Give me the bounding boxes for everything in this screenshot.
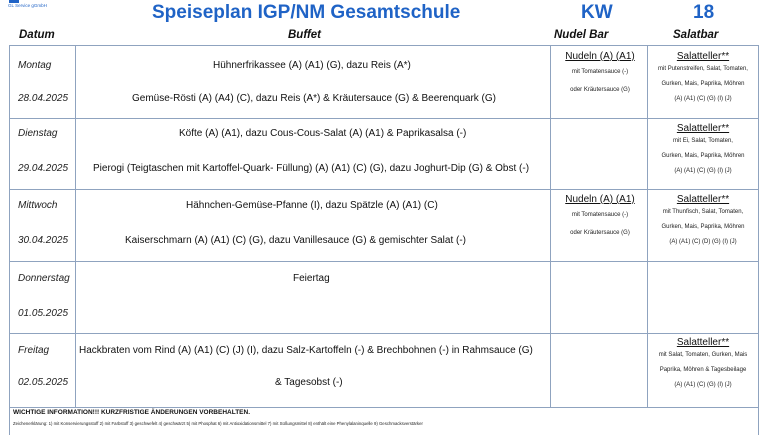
table-row-freitag xyxy=(10,334,758,408)
salat-line-3: (A) (A1) (C) (G) (I) (J) xyxy=(674,382,732,388)
salatbar-cell xyxy=(648,337,758,393)
salat-line-1: mit Putenstreifen, Salat, Tomaten, xyxy=(658,66,748,72)
kw-label: KW xyxy=(581,2,613,23)
buffet-dish-1: Hackbraten vom Rind (A) (A1) (C) (J) (I), dazu Salz-Kartoffeln (-) & Brechbohnen (-) in Rahmsauce (G) xyxy=(79,345,533,356)
salat-title: Salatteller** xyxy=(676,194,730,205)
buffet-dish-1: Köfte (A) (A1), dazu Cous-Cous-Salat (A) (A1) & Paprikasalsa (-) xyxy=(179,128,467,139)
day-label: Donnerstag xyxy=(18,273,70,284)
salat-line-2: Gurken, Mais, Paprika, Möhren xyxy=(661,224,745,230)
nudel-line-1: mit Tomatensauce (-) xyxy=(571,69,629,75)
column-header-salatbar: Salatbar xyxy=(673,29,719,41)
salat-line-2: Paprika, Möhren & Tagesbeilage xyxy=(659,367,747,373)
nudel-bar-cell xyxy=(551,51,649,93)
salatbar-cell xyxy=(648,194,758,250)
nudel-line-1: mit Tomatensauce (-) xyxy=(571,212,629,218)
table-row-montag xyxy=(10,46,758,119)
salat-title: Salatteller** xyxy=(676,51,730,62)
day-label: Montag xyxy=(18,60,52,71)
important-notice: WICHTIGE INFORMATION!!! KURZFRISTIGE ÄNDERUNGEN VORBEHALTEN. xyxy=(13,409,250,416)
salat-title: Salatteller** xyxy=(676,123,730,134)
page-title: Speiseplan IGP/NM Gesamtschule xyxy=(152,2,461,23)
buffet-dish-2: Gemüse-Rösti (A) (A4) (C), dazu Reis (A*) & Kräutersauce (G) & Beerenquark (G) xyxy=(132,93,496,104)
day-label: Mittwoch xyxy=(18,200,58,211)
salat-line-2: Gurken, Mais, Paprika, Möhren xyxy=(661,81,745,87)
salatbar-cell xyxy=(648,51,758,107)
nudel-line-2: oder Kräutersauce (G) xyxy=(570,87,630,93)
date-label: 01.05.2025 xyxy=(18,308,69,319)
additive-legend: Zeichenerklärung: 1) mit Konservierungsstoff 2) mit Farbstoff 3) geschwefelt 4) geschwärzt 5) mit Phosphat 6) mit Antioxidationsmittel 7) mit Süßungsmittel 8) enthält eine Phenylalaninquelle 9) Geschmacksverstärker xyxy=(13,421,423,426)
day-label: Freitag xyxy=(18,345,50,356)
logo-text: GL Service gGmbH xyxy=(8,3,47,8)
date-label: 29.04.2025 xyxy=(18,163,69,174)
table-row-mittwoch xyxy=(10,190,758,262)
table-row-donnerstag xyxy=(10,262,758,334)
column-header-buffet: Buffet xyxy=(288,29,322,41)
nudel-title: Nudeln (A) (A1) xyxy=(565,194,635,205)
date-label: 30.04.2025 xyxy=(18,235,69,246)
buffet-dish-2: & Tagesobst (-) xyxy=(275,377,343,388)
salat-line-1: mit Salat, Tomaten, Gurken, Mais xyxy=(658,352,748,358)
nudel-bar-cell xyxy=(551,194,649,236)
nudel-line-2: oder Kräutersauce (G) xyxy=(570,230,630,236)
kw-number: 18 xyxy=(693,2,715,23)
buffet-dish-1: Hähnchen-Gemüse-Pfanne (I), dazu Spätzle (A) (A1) (C) xyxy=(186,200,438,211)
salatbar-cell xyxy=(648,123,758,179)
table-row-dienstag xyxy=(10,119,758,190)
salat-line-3: (A) (A1) (C) (G) (I) (J) xyxy=(674,96,732,102)
day-label: Dienstag xyxy=(18,128,58,139)
salat-line-1: mit Ei, Salat, Tomaten, xyxy=(673,138,733,144)
date-label: 28.04.2025 xyxy=(18,93,69,104)
salat-title: Salatteller** xyxy=(676,337,730,348)
salat-line-3: (A) (A1) (C) (D) (G) (I) (J) xyxy=(669,239,737,245)
column-header-nudel-bar: Nudel Bar xyxy=(554,29,609,41)
buffet-dish-1: Hühnerfrikassee (A) (A1) (G), dazu Reis (A*) xyxy=(213,60,411,71)
buffet-dish-1: Feiertag xyxy=(293,273,330,284)
date-label: 02.05.2025 xyxy=(18,377,69,388)
buffet-dish-2: Kaiserschmarn (A) (A1) (C) (G), dazu Vanillesauce (G) & gemischter Salat (-) xyxy=(125,235,467,246)
nudel-title: Nudeln (A) (A1) xyxy=(565,51,635,62)
buffet-dish-2: Pierogi (Teigtaschen mit Kartoffel-Quark- Füllung) (A) (A1) (C) (G), dazu Joghurt-Dip (G) & Obst (-) xyxy=(93,163,530,174)
salat-line-3: (A) (A1) (C) (G) (I) (J) xyxy=(674,168,732,174)
menu-table xyxy=(9,45,759,435)
salat-line-2: Gurken, Mais, Paprika, Möhren xyxy=(661,153,745,159)
column-header-datum: Datum xyxy=(19,29,55,41)
salat-line-1: mit Thunfisch, Salat, Tomaten, xyxy=(662,209,744,215)
